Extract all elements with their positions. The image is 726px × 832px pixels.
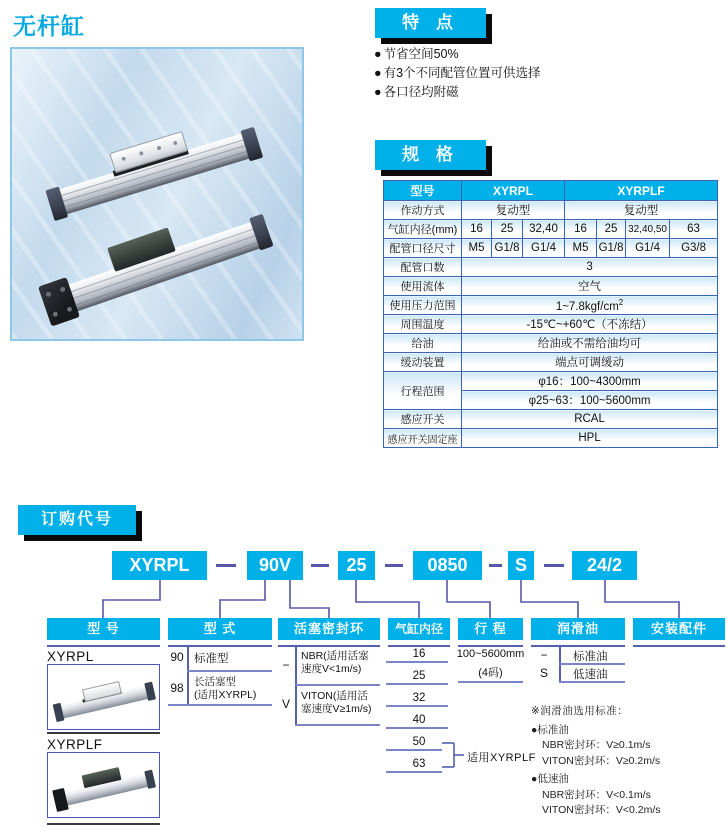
cell: 空气 bbox=[462, 277, 718, 296]
bullet-icon: ● bbox=[374, 47, 382, 61]
cell: 给油或不需给油均可 bbox=[462, 334, 718, 353]
header-underline bbox=[633, 645, 725, 647]
cell: 16 bbox=[462, 220, 492, 239]
cell: φ16：100~4300mm bbox=[462, 372, 718, 391]
cell: -15℃~+60℃（不冻结） bbox=[462, 315, 718, 334]
row-label: 感应开关 bbox=[384, 410, 462, 429]
cell: $1\sim 7.8kgf/cm^2$ bbox=[462, 296, 718, 315]
spec-table bbox=[383, 180, 718, 448]
oil-label-low-speed: 低速油 bbox=[573, 669, 608, 681]
seal-label-nbr: NBR(适用活塞 速度V<1m/s) bbox=[301, 650, 369, 675]
code-part-type: 90V bbox=[247, 551, 303, 580]
feature-item bbox=[374, 83, 541, 102]
dash-separator bbox=[544, 564, 564, 567]
table-row bbox=[384, 334, 718, 353]
header-underline bbox=[531, 645, 625, 647]
item-underline bbox=[458, 681, 523, 683]
item-underline bbox=[386, 661, 448, 663]
notes-low-name: ●低速油 bbox=[531, 773, 569, 785]
oil-label-standard: 标准油 bbox=[573, 651, 608, 663]
table-row bbox=[384, 353, 718, 372]
item-underline bbox=[187, 670, 272, 672]
notes-std-line: VITON密封环：V≥0.2m/s bbox=[542, 754, 661, 767]
bore-note-bracket bbox=[440, 736, 470, 776]
cell: 3 bbox=[462, 258, 718, 277]
model-name-xyrpl: XYRPL bbox=[47, 649, 94, 664]
type-label-standard: 标准型 bbox=[194, 653, 229, 665]
notes-std-name: ●标准油 bbox=[531, 723, 569, 736]
column-header-bore: 气缸内径 bbox=[388, 618, 450, 640]
notes-low-line: NBR密封环：V<0.1m/s bbox=[542, 788, 651, 801]
column-header-type: 型 式 bbox=[168, 618, 272, 640]
seal-label-viton: VITON(适用活 塞速度V≥1m/s) bbox=[301, 690, 372, 715]
row-label: 周围温度 bbox=[384, 315, 462, 334]
stroke-range: 100~5600mm bbox=[456, 648, 525, 660]
product-thumbnail-xyrpl bbox=[48, 660, 159, 732]
row-label: 使用压力范围 bbox=[384, 296, 462, 315]
features-section-title: 特 点 bbox=[375, 8, 486, 38]
row-label: 使用流体 bbox=[384, 277, 462, 296]
dash-separator bbox=[311, 564, 329, 567]
type-code-90: 90 bbox=[170, 650, 184, 664]
column-header-oil: 润滑油 bbox=[531, 618, 625, 640]
row-label: 配管口数 bbox=[384, 258, 462, 277]
oil-code-low-speed: S bbox=[539, 666, 548, 680]
model-image-frame-xyrpl bbox=[47, 664, 160, 730]
row-label: 配管口径尺寸 bbox=[384, 239, 462, 258]
table-row bbox=[384, 372, 718, 391]
feature-item bbox=[374, 45, 541, 64]
table-row bbox=[384, 277, 718, 296]
cell: M5 bbox=[565, 239, 597, 258]
row-label: 气缸内径(mm) bbox=[384, 220, 462, 239]
item-underline bbox=[559, 681, 625, 683]
cell: G1/8 bbox=[597, 239, 626, 258]
bore-item: 50 bbox=[412, 736, 426, 748]
notes-std-line: NBR密封环：V≥0.1m/s bbox=[542, 739, 651, 751]
lubricant-notes bbox=[531, 704, 661, 819]
divider bbox=[187, 645, 189, 705]
item-underline bbox=[295, 684, 380, 686]
stroke-digits: (4码) bbox=[478, 667, 503, 679]
col-header-model: 型号 bbox=[384, 181, 462, 201]
table-row bbox=[384, 239, 718, 258]
row-label: 行程范围 bbox=[384, 372, 462, 410]
code-part-mount: 24/2 bbox=[572, 551, 637, 580]
cell: 端点可调缓动 bbox=[462, 353, 718, 372]
cell: G1/4 bbox=[626, 239, 670, 258]
bore-note: 适用XYRPLF bbox=[467, 752, 536, 764]
col-header-xyrpl: XYRPL bbox=[462, 181, 565, 201]
page-title: 无杆缸 bbox=[13, 13, 85, 39]
type-code-98: 98 bbox=[170, 681, 184, 695]
code-part-stroke: 0850 bbox=[413, 551, 482, 580]
table-row bbox=[384, 315, 718, 334]
dash-separator bbox=[216, 564, 236, 567]
item-underline bbox=[295, 724, 380, 726]
header-underline bbox=[47, 645, 160, 647]
cell: φ25~63：100~5600mm bbox=[462, 391, 718, 410]
bore-item: 63 bbox=[412, 758, 426, 770]
cell: G1/4 bbox=[523, 239, 565, 258]
column-header-mount: 安装配件 bbox=[633, 618, 725, 640]
cell: 32,40,50 bbox=[626, 220, 670, 239]
cell: 25 bbox=[597, 220, 626, 239]
column-header-seal: 活塞密封环 bbox=[278, 618, 380, 640]
row-label: 缓动装置 bbox=[384, 353, 462, 372]
item-underline bbox=[386, 727, 448, 729]
header-underline bbox=[278, 645, 380, 647]
cell: HPL bbox=[462, 429, 718, 448]
cell: G3/8 bbox=[670, 239, 718, 258]
bore-item: 32 bbox=[412, 692, 426, 704]
feature-text: 各口径均附磁 bbox=[383, 85, 459, 99]
table-row bbox=[384, 410, 718, 429]
feature-item bbox=[374, 64, 541, 83]
dash-separator bbox=[489, 564, 502, 567]
seal-code-nbr: − bbox=[282, 658, 290, 672]
notes-title: ※润滑油选用标准： bbox=[531, 705, 629, 717]
item-underline bbox=[386, 683, 448, 685]
item-underline bbox=[386, 749, 442, 751]
column-header-model: 型 号 bbox=[47, 618, 160, 640]
bore-item: 25 bbox=[412, 670, 426, 682]
cell: 复动型 bbox=[565, 201, 718, 220]
notes-low-line: VITON密封环：V<0.2m/s bbox=[542, 804, 661, 816]
table-row bbox=[384, 296, 718, 315]
item-underline bbox=[386, 705, 448, 707]
bore-item: 16 bbox=[412, 648, 426, 660]
seal-code-viton: V bbox=[281, 697, 290, 711]
type-label-long-piston: 长活塞型 (适用XYRPL) bbox=[194, 676, 257, 701]
feature-text: 有3个不同配管位置可供选择 bbox=[383, 66, 541, 80]
divider bbox=[47, 823, 160, 825]
cell: G1/8 bbox=[492, 239, 523, 258]
dash-separator bbox=[385, 564, 403, 567]
cell: RCAL bbox=[462, 410, 718, 429]
code-part-oil: S bbox=[508, 551, 534, 580]
product-thumbnail-xyrplf bbox=[48, 748, 159, 820]
code-part-bore: 25 bbox=[338, 551, 375, 580]
code-connector-lines bbox=[0, 578, 726, 620]
item-underline bbox=[559, 663, 625, 665]
row-label: 给油 bbox=[384, 334, 462, 353]
ordering-section-title: 订购代号 bbox=[18, 505, 136, 535]
header-underline bbox=[458, 645, 523, 647]
cell: 32,40 bbox=[523, 220, 565, 239]
item-underline bbox=[168, 704, 272, 706]
table-row bbox=[384, 201, 718, 220]
header-underline bbox=[388, 645, 450, 647]
row-label: 感应开关固定座 bbox=[384, 429, 462, 448]
header-underline bbox=[168, 645, 272, 647]
bullet-icon: ● bbox=[374, 66, 382, 80]
cell: 复动型 bbox=[462, 201, 565, 220]
cell: 63 bbox=[670, 220, 718, 239]
cell: 25 bbox=[492, 220, 523, 239]
col-header-xyrplf: XYRPLF bbox=[565, 181, 718, 201]
row-label: 作动方式 bbox=[384, 201, 462, 220]
bullet-icon: ● bbox=[374, 85, 382, 99]
model-name-xyrplf: XYRPLF bbox=[47, 737, 103, 752]
features-list bbox=[374, 45, 541, 102]
model-image-frame-xyrplf bbox=[47, 752, 160, 818]
table-row bbox=[384, 258, 718, 277]
table-row bbox=[384, 181, 718, 201]
column-header-stroke: 行 程 bbox=[458, 618, 523, 640]
item-underline bbox=[386, 771, 442, 773]
feature-text: 节省空间50% bbox=[383, 47, 459, 61]
cell: 16 bbox=[565, 220, 597, 239]
product-photo bbox=[10, 47, 304, 341]
specs-section-title: 规 格 bbox=[375, 140, 486, 170]
code-part-model: XYRPL bbox=[112, 551, 207, 580]
oil-code-standard: − bbox=[540, 648, 548, 662]
table-row bbox=[384, 429, 718, 448]
divider bbox=[47, 732, 160, 734]
bore-item: 40 bbox=[412, 714, 426, 726]
table-row bbox=[384, 220, 718, 239]
cell: M5 bbox=[462, 239, 492, 258]
